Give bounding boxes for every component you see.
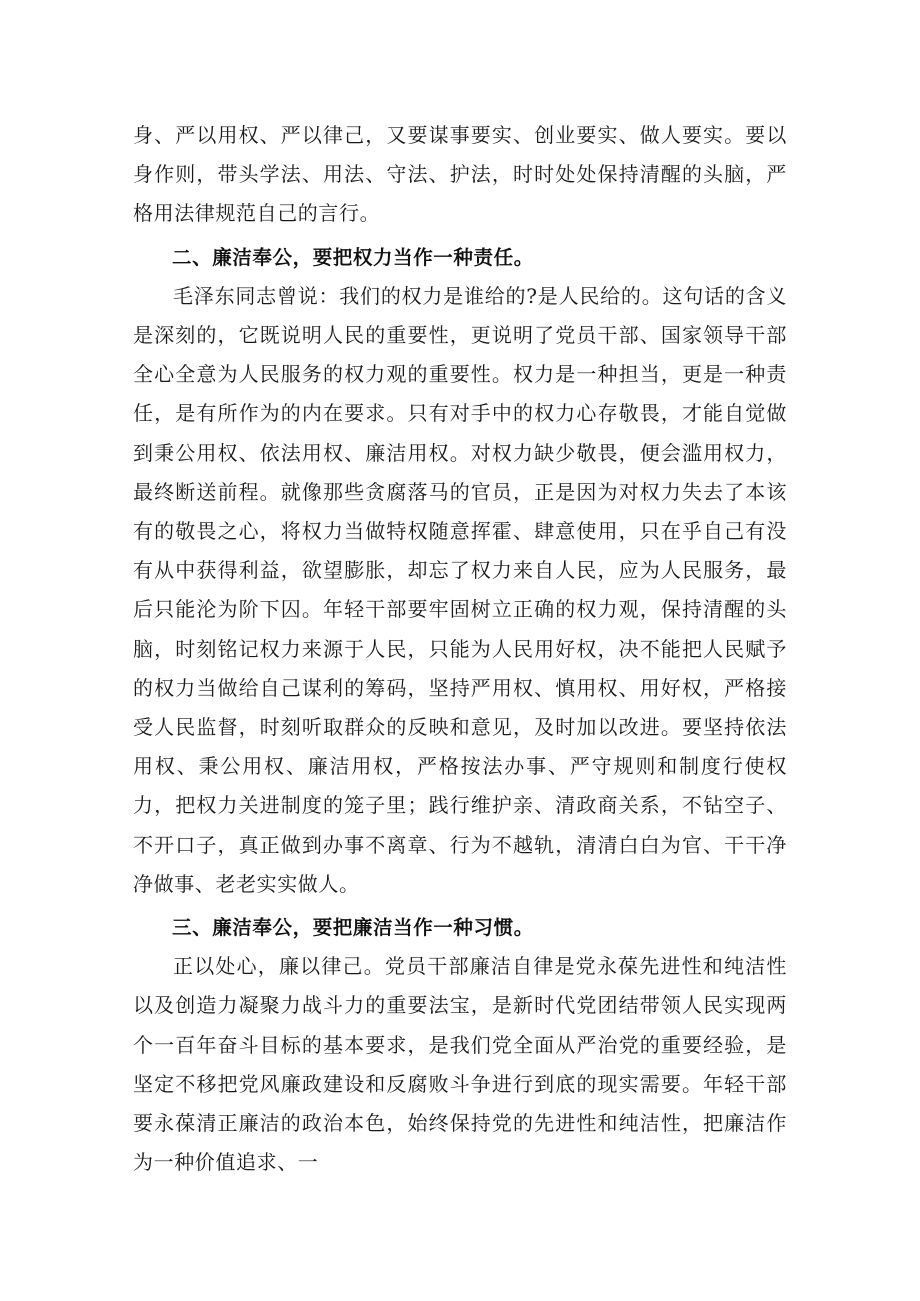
section-3-paragraph: 正以处心，廉以律己。党员干部廉洁自律是党永葆先进性和纯洁性以及创造力凝聚力战斗力的重要法宝，是新时代党团结带领人民实现两个一百年奋斗目标的基本要求，是我们党全面从严治党的重要经验，是坚定不移把党风廉政建设和反腐败斗争进行到底的现实需要。年轻干部要永葆清正廉洁的政治本色，始终保持党的先进性和纯洁性，把廉洁作为一种价值追求、一 — [133, 954, 787, 1175]
document-body — [133, 116, 787, 1182]
section-3-heading: 三、廉洁奉公，要把廉洁当作一种习惯。 — [172, 916, 534, 940]
section-2-heading: 二、廉洁奉公，要把权力当作一种责任。 — [172, 245, 534, 269]
paragraph-continuation: 身、严以用权、严以律己，又要谋事要实、创业要实、做人要实。要以身作则，带头学法、用法、守法、护法，时时处处保持清醒的头脑，严格用法律规范自己的言行。 — [133, 123, 787, 226]
section-2-paragraph: 毛泽东同志曾说：我们的权力是谁给的?是人民给的。这句话的含义是深刻的，它既说明人民的重要性，更说明了党员干部、国家领导干部全心全意为人民服务的权力观的重要性。权力是一种担当，更是一种责任，是有所作为的内在要求。只有对手中的权力心存敬畏，才能自觉做到秉公用权、依法用权、廉洁用权。对权力缺少敬畏，便会滥用权力，最终断送前程。就像那些贪腐落马的官员，正是因为对权力失去了本该有的敬畏之心，将权力当做特权随意挥霍、肆意使用，只在乎自己有没有从中获得利益，欲望膨胀，却忘了权力来自人民，应为人民服务，最后只能沦为阶下囚。年轻干部要牢固树立正确的权力观，保持清醒的头脑，时刻铭记权力来源于人民，只能为人民用好权，决不能把人民赋予的权力当做给自己谋利的筹码，坚持严用权、慎用权、用好权，严格接受人民监督，时刻听取群众的反映和意见，及时加以改进。要坚持依法用权、秉公用权、廉洁用权，严格按法办事、严守规则和制度行使权力，把权力关进制度的笼子里；践行维护亲、清政商关系，不钻空子、不开口子，真正做到办事不离章、行为不越轨，清清白白为官、干干净净做事、老老实实做人。 — [133, 283, 787, 896]
